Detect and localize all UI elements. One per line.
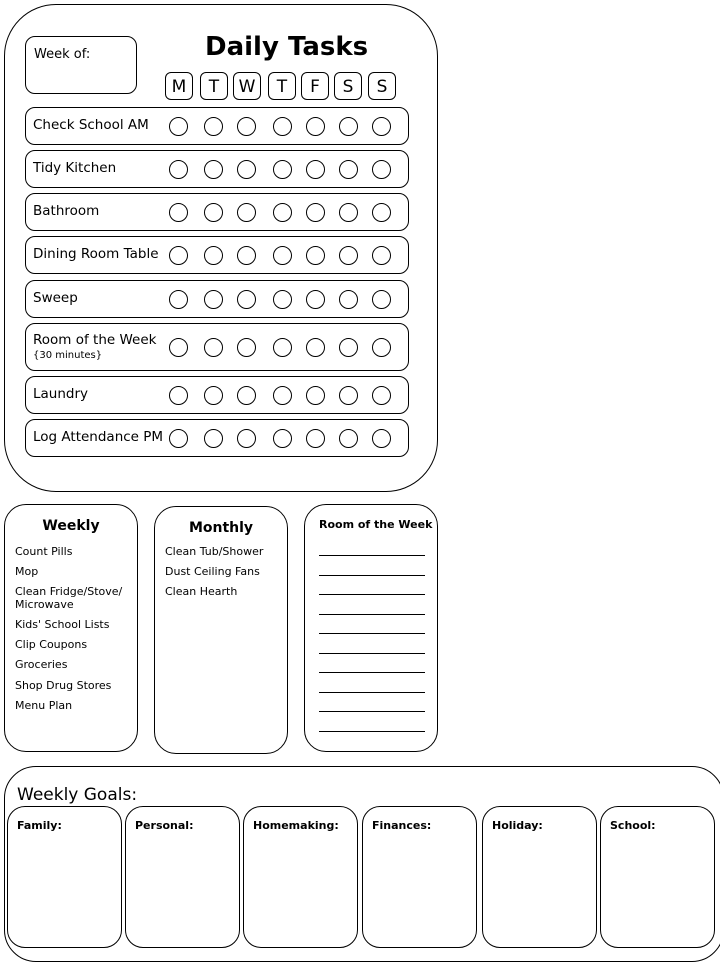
task-checkbox[interactable]	[237, 386, 256, 405]
goal-label: Homemaking:	[253, 819, 339, 832]
weekly-goals-title: Weekly Goals:	[17, 785, 138, 805]
day-header-wed: W	[233, 72, 261, 100]
goal-box-school[interactable]	[600, 806, 715, 948]
monthly-item: Dust Ceiling Fans	[165, 565, 260, 578]
weekly-item: Clean Fridge/Stove/	[15, 585, 123, 598]
task-checkbox[interactable]	[306, 429, 325, 448]
task-checkbox[interactable]	[204, 290, 223, 309]
task-checkbox[interactable]	[237, 160, 256, 179]
task-checkbox[interactable]	[273, 160, 292, 179]
monthly-title: Monthly	[188, 520, 254, 536]
day-header-tue: T	[200, 72, 228, 100]
task-sublabel: {30 minutes}	[33, 350, 103, 361]
room-of-week-panel	[304, 504, 438, 752]
task-checkbox[interactable]	[237, 117, 256, 136]
task-checkbox[interactable]	[306, 117, 325, 136]
goal-label: Finances:	[372, 819, 432, 832]
task-label: Laundry	[33, 386, 89, 402]
day-header-sat: S	[334, 72, 362, 100]
weekly-item: Shop Drug Stores	[15, 679, 112, 692]
write-in-line[interactable]	[319, 575, 425, 576]
task-label: Dining Room Table	[33, 246, 159, 262]
room-of-week-title: Room of the Week	[319, 518, 433, 531]
task-checkbox[interactable]	[273, 429, 292, 448]
task-checkbox[interactable]	[273, 203, 292, 222]
task-label: Tidy Kitchen	[33, 160, 117, 176]
week-of-field[interactable]	[25, 36, 137, 94]
weekly-item: Mop	[15, 565, 39, 578]
week-of-label: Week of:	[34, 47, 91, 62]
task-checkbox[interactable]	[169, 203, 188, 222]
task-checkbox[interactable]	[237, 203, 256, 222]
task-checkbox[interactable]	[273, 338, 292, 357]
weekly-item: Kids' School Lists	[15, 618, 110, 631]
task-checkbox[interactable]	[306, 386, 325, 405]
day-header-mon: M	[165, 72, 193, 100]
task-checkbox[interactable]	[372, 246, 391, 265]
task-checkbox[interactable]	[204, 117, 223, 136]
task-label: Bathroom	[33, 203, 100, 219]
goal-box-personal[interactable]	[125, 806, 240, 948]
goal-box-family[interactable]	[7, 806, 122, 948]
goal-label: School:	[610, 819, 656, 832]
write-in-line[interactable]	[319, 692, 425, 693]
task-checkbox[interactable]	[306, 338, 325, 357]
task-checkbox[interactable]	[339, 338, 358, 357]
weekly-title: Weekly	[42, 518, 100, 534]
task-checkbox[interactable]	[372, 160, 391, 179]
task-checkbox[interactable]	[306, 290, 325, 309]
task-checkbox[interactable]	[339, 203, 358, 222]
task-checkbox[interactable]	[169, 338, 188, 357]
goal-box-finances[interactable]	[362, 806, 477, 948]
weekly-item: Menu Plan	[15, 699, 73, 712]
write-in-line[interactable]	[319, 633, 425, 634]
day-header-fri: F	[301, 72, 329, 100]
goal-label: Holiday:	[492, 819, 543, 832]
goal-box-holiday[interactable]	[482, 806, 597, 948]
write-in-line[interactable]	[319, 594, 425, 595]
task-checkbox[interactable]	[339, 160, 358, 179]
task-checkbox[interactable]	[339, 386, 358, 405]
weekly-item: Groceries	[15, 658, 68, 671]
task-checkbox[interactable]	[306, 160, 325, 179]
weekly-item: Clip Coupons	[15, 638, 88, 651]
task-checkbox[interactable]	[169, 386, 188, 405]
write-in-line[interactable]	[319, 555, 425, 556]
goal-label: Personal:	[135, 819, 194, 832]
task-checkbox[interactable]	[204, 160, 223, 179]
task-checkbox[interactable]	[339, 429, 358, 448]
task-checkbox[interactable]	[169, 160, 188, 179]
task-checkbox[interactable]	[237, 429, 256, 448]
write-in-line[interactable]	[319, 672, 425, 673]
weekly-panel	[4, 504, 138, 752]
weekly-item: Microwave	[15, 598, 74, 611]
task-checkbox[interactable]	[273, 246, 292, 265]
task-checkbox[interactable]	[169, 429, 188, 448]
task-checkbox[interactable]	[339, 246, 358, 265]
write-in-line[interactable]	[319, 731, 425, 732]
write-in-line[interactable]	[319, 711, 425, 712]
goal-box-homemaking[interactable]	[243, 806, 358, 948]
task-checkbox[interactable]	[169, 246, 188, 265]
task-checkbox[interactable]	[273, 290, 292, 309]
task-checkbox[interactable]	[204, 386, 223, 405]
daily-tasks-title: Daily Tasks	[205, 32, 369, 62]
task-label: Room of the Week	[33, 332, 157, 348]
task-checkbox[interactable]	[339, 290, 358, 309]
task-checkbox[interactable]	[372, 386, 391, 405]
monthly-item: Clean Hearth	[165, 585, 238, 598]
task-checkbox[interactable]	[204, 338, 223, 357]
task-label: Sweep	[33, 290, 78, 306]
task-label: Log Attendance PM	[33, 429, 164, 445]
task-checkbox[interactable]	[372, 290, 391, 309]
task-checkbox[interactable]	[273, 386, 292, 405]
task-checkbox[interactable]	[339, 117, 358, 136]
weekly-item: Count Pills	[15, 545, 73, 558]
task-checkbox[interactable]	[372, 117, 391, 136]
task-checkbox[interactable]	[204, 203, 223, 222]
day-header-thu: T	[268, 72, 296, 100]
monthly-panel	[154, 506, 288, 754]
write-in-line[interactable]	[319, 653, 425, 654]
task-checkbox[interactable]	[372, 429, 391, 448]
monthly-item: Clean Tub/Shower	[165, 545, 264, 558]
task-checkbox[interactable]	[237, 338, 256, 357]
task-checkbox[interactable]	[306, 246, 325, 265]
task-checkbox[interactable]	[204, 246, 223, 265]
task-checkbox[interactable]	[237, 246, 256, 265]
task-checkbox[interactable]	[306, 203, 325, 222]
goal-label: Family:	[17, 819, 62, 832]
task-checkbox[interactable]	[204, 429, 223, 448]
task-checkbox[interactable]	[237, 290, 256, 309]
task-checkbox[interactable]	[273, 117, 292, 136]
task-checkbox[interactable]	[372, 338, 391, 357]
task-label: Check School AM	[33, 117, 149, 133]
task-checkbox[interactable]	[169, 290, 188, 309]
write-in-line[interactable]	[319, 614, 425, 615]
day-header-sun: S	[368, 72, 396, 100]
task-checkbox[interactable]	[169, 117, 188, 136]
task-checkbox[interactable]	[372, 203, 391, 222]
